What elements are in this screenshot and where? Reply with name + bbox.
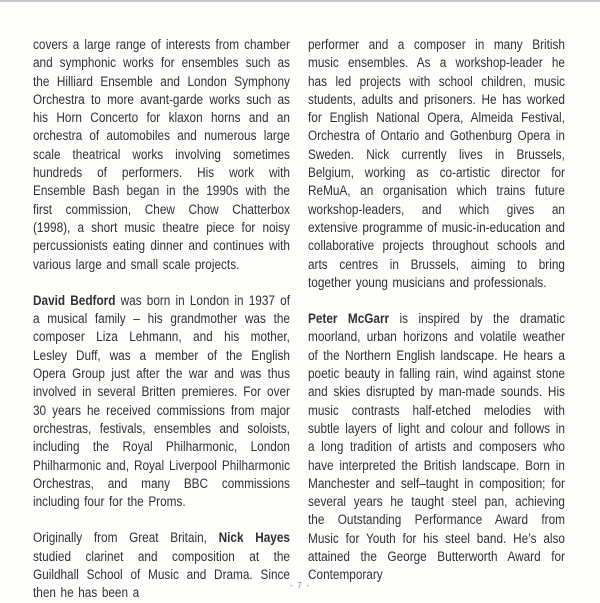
two-column-text-block — [33, 36, 565, 603]
paragraph-david-bedford-bio — [33, 292, 290, 512]
person-name-bold: David Bedford — [33, 292, 116, 308]
paragraph-nick-hayes-bio-continued — [308, 36, 565, 292]
body-text: performer and a composer in many British music ensembles. As a workshop-leader he has led projects with school children, music students, adults and prisoners. He has worked for English National Opera, Almeida Festival, Orchestra of Ontario and Gothenburg Opera in Sweden. Nick currently lives in Brussels, Belgium, working as co-artistic director for ReMuA, an organisation which trains future workshop-leaders, and which gives an extensive programme of music-in-education and collaborative projects throughout schools and arts centres in Brussels, aiming to bring together young musicians and professionals. — [308, 37, 565, 290]
body-text: is inspired by the dramatic moorland, urban horizons and volatile weather of the Northern English landscape. He hears a poetic beauty in falling rain, wind against stone and skies disrupted by man-made sounds. His music contrasts half-etched melodies with subtle layers of light and colour and follows in a long tradition of artists and composers who have interpreted the British landscape. Born in Manchester and self–taught in composition; for several years he taught steel pan, achieving the Outstanding Performance Award from Music for Youth for his steel band. He’s also attained the George Butterworth Award for Contemporary — [308, 311, 565, 583]
text-column-left — [33, 36, 290, 603]
paragraph-peter-mcgarr-bio — [308, 310, 565, 584]
person-name-bold: Nick Hayes — [218, 530, 290, 546]
body-text: studied clarinet and composition at the Guildhall School of Music and Drama. Since then he has been a — [33, 548, 290, 601]
person-name-bold: Peter McGarr — [308, 311, 390, 327]
body-text: was born in London in 1937 of a musical family – his grandmother was the composer Liza Lehmann, and his mother, Lesley Duff, was a member of the English Opera Group just after the war and was thus involved in several Britten premieres. For over 30 years he received commissions from major orchestras, festivals, ensembles and soloists, including the Royal Philharmonic, London Philharmonic and, Royal Liverpool Philharmonic Orchestras, and many BBC commissions including four for the Proms. — [33, 292, 290, 510]
text-column-right-inner — [308, 36, 565, 585]
text-column-right — [308, 36, 565, 603]
paragraph-nick-hayes-bio — [33, 529, 290, 602]
body-text: Originally from Great Britain, — [33, 530, 219, 546]
page-number: - 7 - — [289, 580, 311, 590]
paragraph-composer-bio-continued — [33, 36, 290, 274]
text-column-left-inner — [33, 36, 290, 603]
body-text: covers a large range of interests from chamber and symphonic works for ensembles such as the Hilliard Ensemble and London Symphony Orchestra to more avant-garde works such as his Horn Concerto for klaxon horns and an orchestra of automobiles and numerous large scale theatrical works involving sometimes hundreds of performers. His work with Ensemble Bash began in the 1990s with the first commission, Chew Chow Chatterbox (1998), a short music theatre piece for noisy percussionists eating dinner and continues with various large and small scale projects. — [33, 37, 290, 272]
page-top-edge-line — [0, 0, 600, 2]
